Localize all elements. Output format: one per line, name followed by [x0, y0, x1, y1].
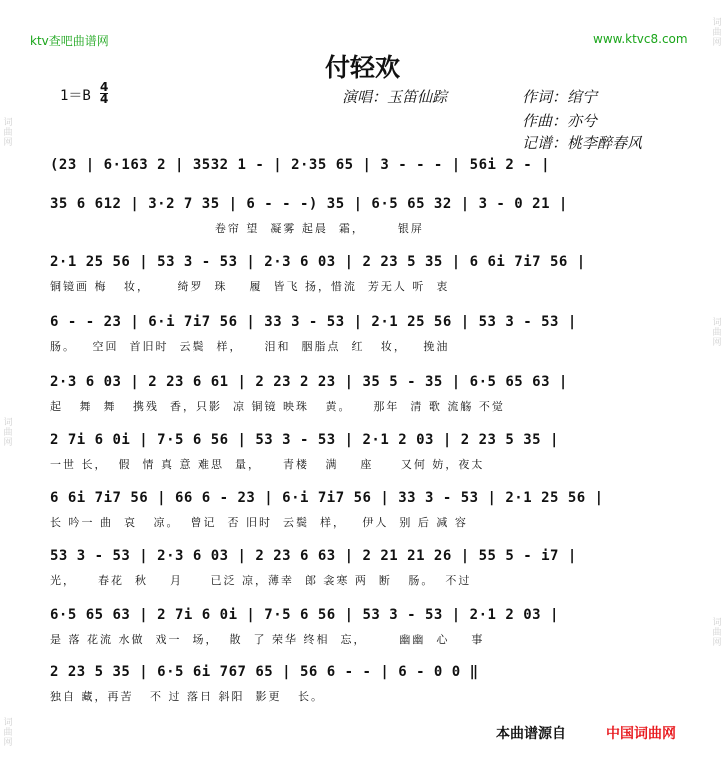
score-row: [50, 314, 680, 370]
lyrics-line: 光， 春花 秋 月 已泛 凉，薄幸 郎 衾寒 两 断 肠。 不过: [50, 574, 472, 587]
side-mark: 词: [3, 118, 13, 128]
right-side-watermark: [711, 0, 725, 771]
side-mark: 词: [712, 618, 722, 628]
side-mark: 曲: [3, 128, 13, 138]
side-mark: 曲: [712, 628, 722, 638]
notation-line: 2 23 5 35 | 6·5 6i 767 65 | 56 6 - - | 6 - 0 0 ‖: [50, 664, 479, 680]
side-mark: 曲: [712, 328, 722, 338]
notation-line: 2 7i 6 0i | 7·5 6 56 | 53 3 - 53 | 2·1 2 03 | 2 23 5 35 |: [50, 432, 559, 448]
site-watermark-right: www.ktvc8.com: [593, 32, 688, 46]
notation-line: 6 6i 7i7 56 | 66 6 - 23 | 6·i 7i7 56 | 33 3 - 53 | 2·1 25 56 |: [50, 490, 604, 506]
arranger-credit: 记谱：桃李醉春风: [522, 134, 643, 152]
key-signature: 1＝B: [60, 88, 91, 104]
lyrics-line: 铜镜画 梅 妆， 绮罗 珠 履 皆飞 扬，惜流 芳无人 听 衷: [50, 280, 450, 293]
time-numerator: 4: [100, 80, 109, 94]
side-mark: 网: [712, 338, 722, 348]
site-watermark-left: ktv查吧曲谱网: [30, 34, 109, 48]
side-mark: 曲: [3, 428, 13, 438]
source-site-link[interactable]: 中国词曲网: [606, 726, 676, 742]
notation-line: 35 6 612 | 3·2 7 35 | 6 - - -) 35 | 6·5 65 32 | 3 - 0 21 |: [50, 196, 568, 212]
lyrics-line: 是 落 花流 水做 戏一 场， 散 了 荣华 终相 忘， 幽幽 心 事: [50, 633, 485, 646]
score-row: [50, 254, 680, 310]
side-mark: 网: [3, 138, 13, 148]
score-row: [50, 374, 680, 430]
notation-line: 2·3 6 03 | 2 23 6 61 | 2 23 2 23 | 35 5 - 35 | 6·5 65 63 |: [50, 374, 568, 390]
notation-line: 2·1 25 56 | 53 3 - 53 | 2·3 6 03 | 2 23 5 35 | 6 6i 7i7 56 |: [50, 254, 586, 270]
lyrics-line: 肠。 空回 首旧时 云鬓 样， 泪和 胭脂点 红 妆， 挽油: [50, 340, 450, 353]
score-row: [50, 548, 680, 604]
side-mark: 曲: [712, 28, 722, 38]
lyricist-credit: 作词：绾宁: [522, 88, 598, 106]
side-mark: 网: [712, 638, 722, 648]
score-row: [50, 607, 680, 663]
lyrics-line: 一世 长， 假 情 真 意 难思 量， 青楼 满 座 又何 妨，夜太: [50, 458, 485, 471]
side-mark: 词: [3, 718, 13, 728]
lyrics-line: 卷帘 望 凝雾 起晨 霜， 银屏: [50, 222, 424, 235]
score-row: [50, 196, 680, 252]
side-mark: 网: [3, 438, 13, 448]
lyrics-line: 长 吟一 曲 哀 凉。 曾记 否 旧时 云鬓 样， 伊人 别 后 减 容: [50, 516, 468, 529]
side-mark: 词: [712, 18, 722, 28]
score-row: [50, 664, 680, 720]
song-title: 付轻欢: [324, 53, 400, 82]
side-mark: 曲: [3, 728, 13, 738]
source-label: 本曲谱源自: [496, 726, 566, 742]
lyrics-line: 独自 藏，再苦 不 过 落日 斜阳 影更 长。: [50, 690, 324, 703]
side-mark: 网: [712, 38, 722, 48]
notation-line: 6·5 65 63 | 2 7i 6 0i | 7·5 6 56 | 53 3 - 53 | 2·1 2 03 |: [50, 607, 559, 623]
score-row: [50, 490, 680, 546]
notation-line: (23 | 6·163 2 | 3532 1 - | 2·35 65 | 3 - - - | 56i 2 - |: [50, 157, 551, 173]
score-row: [50, 432, 680, 488]
notation-line: 53 3 - 53 | 2·3 6 03 | 2 23 6 63 | 2 21 21 26 | 55 5 - i7 |: [50, 548, 577, 564]
singer-credit: 演唱：玉笛仙踪: [342, 88, 448, 106]
lyrics-line: 起 舞 舞 携残 香，只影 凉 铜镜 映珠 黄。 那年 清 歌 流觞 不觉: [50, 400, 505, 413]
time-denominator: 4: [100, 92, 109, 106]
side-mark: 词: [3, 418, 13, 428]
notation-line: 6 - - 23 | 6·i 7i7 56 | 33 3 - 53 | 2·1 25 56 | 53 3 - 53 |: [50, 314, 577, 330]
side-mark: 网: [3, 738, 13, 748]
time-signature: [100, 82, 108, 105]
composer-credit: 作曲：亦兮: [522, 112, 598, 130]
side-mark: 词: [712, 318, 722, 328]
left-side-watermark: [2, 0, 16, 771]
